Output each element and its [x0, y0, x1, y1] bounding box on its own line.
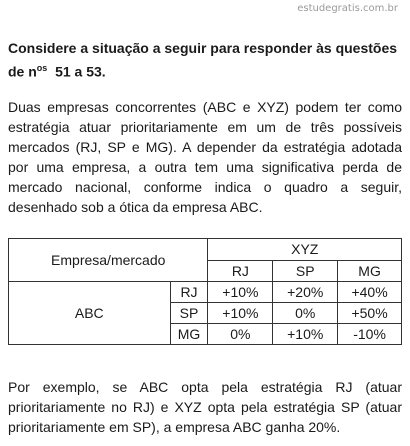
table-cell: +10%	[208, 282, 273, 303]
row-header-mg: MG	[170, 324, 208, 345]
table-cell: 0%	[208, 324, 273, 345]
heading-superscript: os	[36, 63, 48, 73]
table-row	[9, 282, 402, 303]
column-company-label: XYZ	[208, 239, 402, 261]
table-cell: +10%	[208, 303, 273, 324]
heading-text: Considere a situação a seguir para responder às questões de n	[8, 40, 398, 80]
row-header-sp: SP	[170, 303, 208, 324]
table-cell: -10%	[338, 324, 402, 345]
corner-label: Empresa/mercado	[9, 239, 208, 282]
table-cell: +50%	[338, 303, 402, 324]
table-cell: +40%	[338, 282, 402, 303]
table-cell: +20%	[273, 282, 338, 303]
intro-paragraph: Duas empresas concorrentes (ABC e XYZ) podem ter como estratégia atuar prioritariamente em um de três possíveis mercados (RJ, SP e MG). A depender da estratégia adotada por uma empresa, a outra tem uma significativa perda de mercado nacional, conforme indica o quadro a seguir, desenhado sob a ótica da empresa ABC.	[8, 99, 402, 215]
table-cell: +10%	[273, 324, 338, 345]
column-header-sp: SP	[273, 260, 338, 282]
row-company-label: ABC	[9, 282, 171, 345]
column-header-mg: MG	[338, 260, 402, 282]
question-heading	[8, 38, 402, 82]
column-header-rj: RJ	[208, 260, 273, 282]
payoff-table	[8, 238, 402, 345]
heading-question-range: 51 a 53.	[47, 63, 106, 80]
site-watermark: estudegratis.com.br	[297, 3, 398, 14]
row-header-rj: RJ	[170, 282, 208, 303]
example-paragraph: Por exemplo, se ABC opta pela estratégia RJ (atuar prioritariamente no RJ) e XYZ opta pela estratégia SP (atuar prioritariamente em SP), a empresa ABC ganha 20%.	[8, 379, 402, 435]
table-cell: 0%	[273, 303, 338, 324]
